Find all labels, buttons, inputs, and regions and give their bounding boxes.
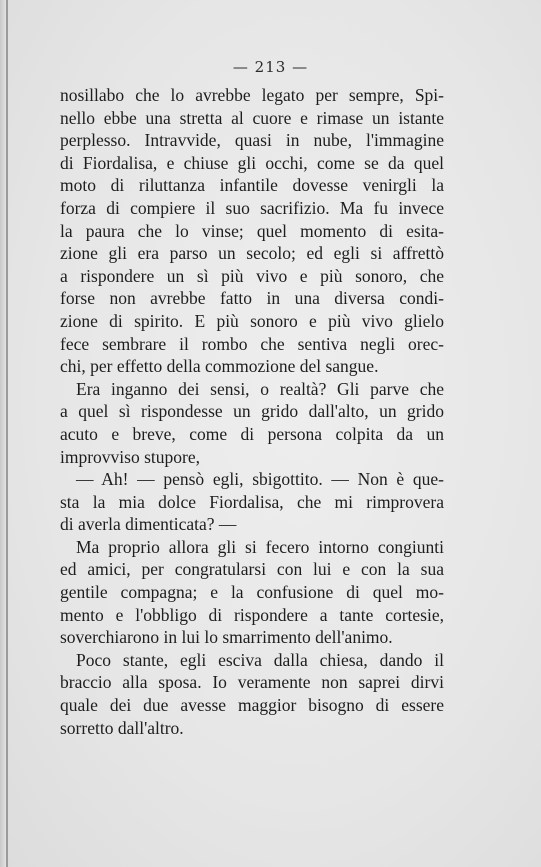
text-line: gentile compagna; e la confusione di quel mo- — [60, 582, 444, 603]
text-line: moto di riluttanza infantile dovesse venirgli la — [60, 175, 444, 196]
text-line: ed amici, per congratularsi con lui e con la sua — [60, 559, 444, 580]
page-gutter-line — [6, 0, 8, 867]
text-line: braccio alla sposa. Io veramente non saprei dirvi — [60, 672, 444, 693]
text-line: forse non avrebbe fatto in una diversa condi- — [60, 288, 444, 309]
text-line: la paura che lo vinse; quel momento di esita- — [60, 220, 444, 241]
text-line: — Ah! — pensò egli, sbigottito. — Non è que- — [76, 469, 444, 490]
text-line: Era inganno dei sensi, o realtà? Gli parve che — [76, 378, 444, 399]
text-line: Poco stante, egli esciva dalla chiesa, dando il — [76, 649, 444, 670]
text-line: quale dei due avesse maggior bisogno di essere — [60, 695, 444, 716]
text-line: forza di compiere il suo sacrifizio. Ma fu invece — [60, 197, 444, 218]
text-line: zione di spirito. E più sonoro e più vivo glielo — [60, 310, 444, 331]
text-line: improvviso stupore, — [60, 446, 200, 467]
text-line: zione gli era parso un secolo; ed egli si affrettò — [60, 243, 444, 264]
text-line: Ma proprio allora gli si fecero intorno congiunti — [76, 536, 444, 557]
body-text — [60, 84, 444, 739]
text-line: a quel sì rispondesse un grido dall'alto, un grido — [60, 401, 444, 422]
text-line: chi, per effetto della commozione del sangue. — [60, 356, 379, 377]
text-line: mento e l'obbligo di rispondere a tante cortesie, — [60, 604, 444, 625]
text-line: acuto e breve, come di persona colpita da un — [60, 423, 444, 444]
text-line: di Fiordalisa, e chiuse gli occhi, come se da quel — [60, 152, 444, 173]
page-number: — 213 — — [232, 58, 309, 76]
text-line: sorretto dall'altro. — [60, 717, 184, 738]
text-line: a rispondere un sì più vivo e più sonoro, che — [60, 265, 444, 286]
text-line: nello ebbe una stretta al cuore e rimase un istante — [60, 107, 444, 128]
text-line: fece sembrare il rombo che sentiva negli orec- — [60, 333, 444, 354]
text-line: sta la mia dolce Fiordalisa, che mi rimprovera — [60, 491, 444, 512]
text-line: perplesso. Intravvide, quasi in nube, l'immagine — [60, 130, 444, 151]
text-line: di averla dimenticata? — — [60, 514, 237, 535]
text-line: nosillabo che lo avrebbe legato per sempre, Spi- — [60, 85, 444, 105]
text-line: soverchiarono in lui lo smarrimento dell'animo. — [60, 627, 393, 648]
